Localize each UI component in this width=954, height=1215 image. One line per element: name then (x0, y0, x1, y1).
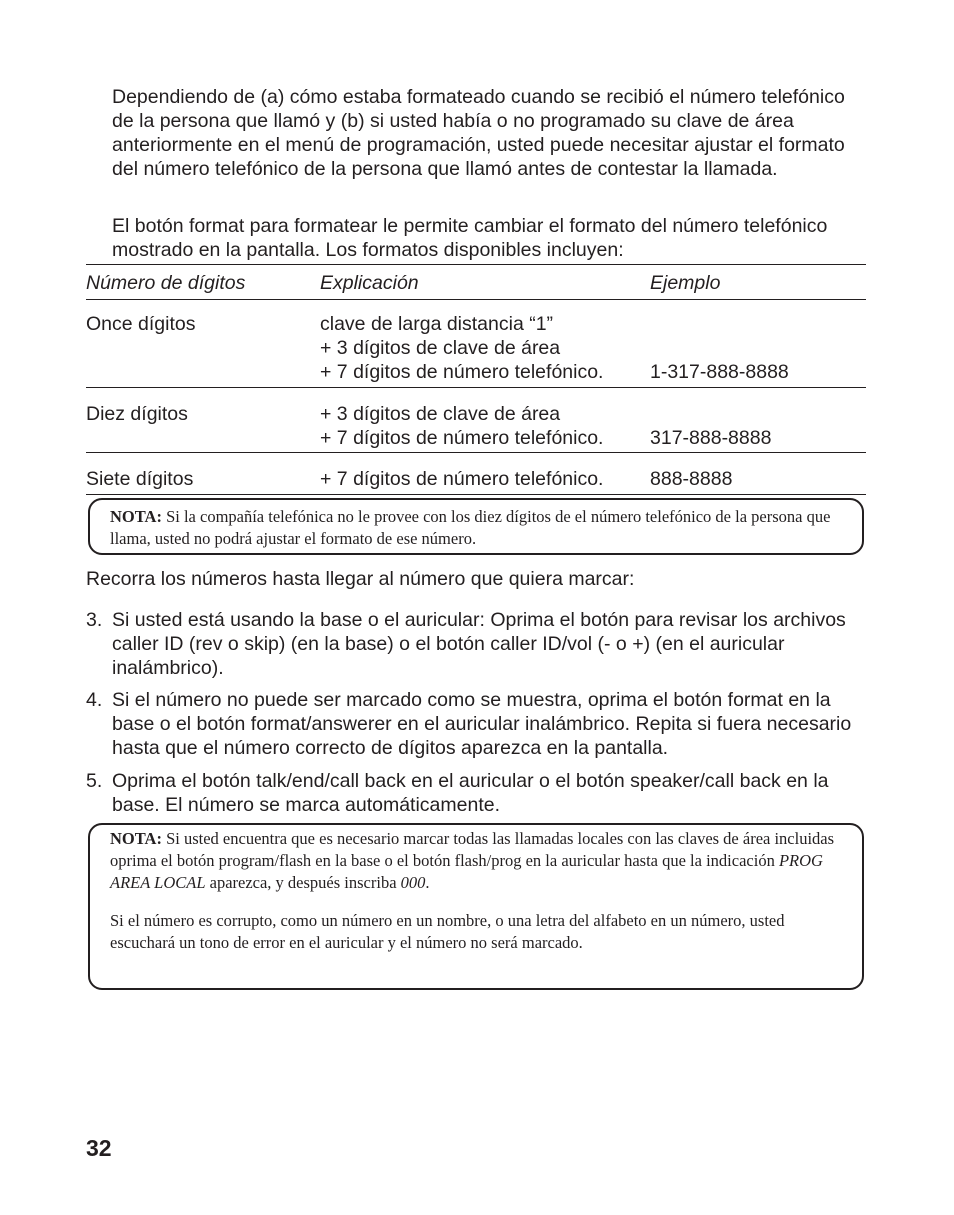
area-code-value: 000 (400, 873, 426, 892)
page-number: 32 (86, 1135, 112, 1161)
intro-paragraph-2: El botón format para formatear le permite cambiar el formato del número telefónico mostrado en la pantalla. Los formatos disponibles incluyen: (112, 215, 828, 261)
table-row-digits: Once dígitos (86, 313, 196, 335)
note-text (110, 828, 842, 894)
step-text: Si usted está usando la base o el auricular: Oprima el botón para revisar los archivos caller ID (rev o skip) (en la base) o el botón caller ID/vol (- o +) (en el auricular inalámbrico). (112, 609, 846, 679)
scroll-instruction: Recorra los números hasta llegar al número que quiera marcar: (86, 568, 635, 590)
table-rule (86, 387, 866, 388)
table-header-explanation: Explicación (320, 272, 419, 294)
step-number: 3. (86, 609, 103, 631)
table-rule (86, 452, 866, 453)
step-text: Si el número no puede ser marcado como se muestra, oprima el botón format en la base o el botón format/answerer en el auricular inalámbrico. Repita si fuera necesario hasta que el número correcto de dígitos aparezca en la pantalla. (112, 689, 852, 759)
table-header-example: Ejemplo (650, 272, 721, 294)
table-row-explanation-line: + 7 dígitos de número telefónico. (320, 361, 604, 383)
table-row-explanation-line: + 3 dígitos de clave de área (320, 337, 561, 359)
step-text: Oprima el botón talk/end/call back en el auricular o el botón speaker/call back en la base. El número se marca automáticamente. (112, 770, 829, 816)
note-text-error: Si el número es corrupto, como un número en un nombre, o una letra del alfabeto en un número, usted escuchará un tono de error en el auricular y el número no será marcado. (110, 911, 785, 952)
note-body: aparezca, y después inscriba (205, 873, 401, 892)
table-rule (86, 494, 866, 495)
note-body: . (425, 873, 430, 892)
note-body: Si usted encuentra que es necesario marcar todas las llamadas locales con las claves de área incluidas oprima el botón program/flash en la base o el botón flash/prog en la auricular hasta que la indicación (110, 829, 835, 870)
table-row-example: 1-317-888-8888 (650, 361, 789, 383)
table-header-digits: Número de dígitos (86, 272, 246, 294)
display-indication: PROG AREA LOCAL (110, 851, 823, 892)
step-number: 5. (86, 770, 103, 792)
note-label: NOTA: (110, 829, 162, 848)
table-row-explanation-line: + 3 dígitos de clave de área (320, 403, 561, 425)
table-rule (86, 299, 866, 300)
step-number: 4. (86, 689, 103, 711)
table-row-explanation-line: clave de larga distancia “1” (320, 313, 554, 335)
note-text (110, 506, 842, 550)
note-label: NOTA: (110, 507, 162, 526)
table-row-explanation-line: + 7 dígitos de número telefónico. (320, 427, 604, 449)
table-row-explanation-line: + 7 dígitos de número telefónico. (320, 468, 604, 490)
table-row-digits: Siete dígitos (86, 468, 194, 490)
table-row-example: 888-8888 (650, 468, 733, 490)
note-box-area-codes (88, 823, 864, 990)
note-body: Si la compañía telefónica no le provee con los diez dígitos de el número telefónico de la persona que llama, usted no podrá ajustar el formato de ese número. (110, 507, 831, 548)
table-row-example: 317-888-8888 (650, 427, 772, 449)
table-row-digits: Diez dígitos (86, 403, 188, 425)
note-box-format (88, 498, 864, 555)
intro-paragraph-1: Dependiendo de (a) cómo estaba formateado cuando se recibió el número telefónico de la persona que llamó y (b) si usted había o no programado su clave de área anteriormente en el menú de programación, usted puede necesitar ajustar el formato del número telefónico de la persona que llamó antes de contestar la llamada. (112, 86, 845, 180)
table-rule (86, 264, 866, 265)
